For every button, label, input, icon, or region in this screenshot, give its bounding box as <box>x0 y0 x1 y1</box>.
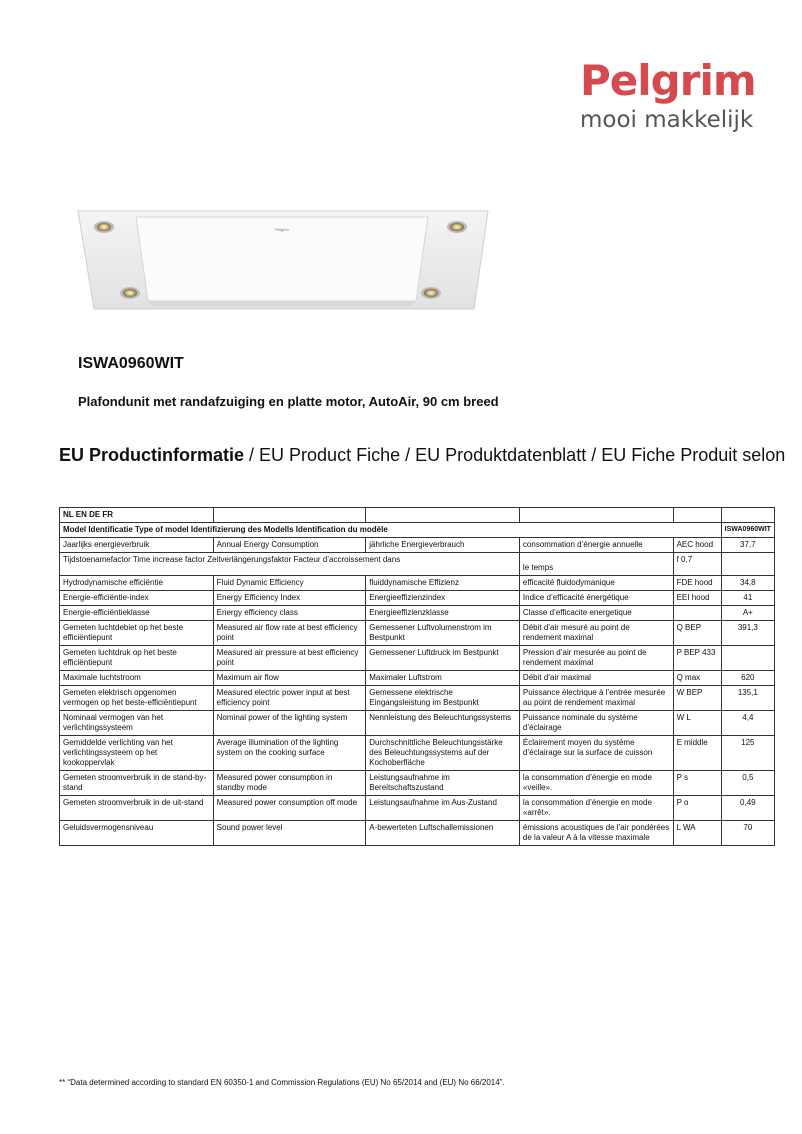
cell-sym: P o <box>673 796 721 821</box>
cell-val: 620 <box>721 671 774 686</box>
model-row-label: Model Identificatie Type of model Identifizierung des Modells Identification du modèle <box>60 523 722 538</box>
cell-val: 125 <box>721 736 774 771</box>
cell-de: Leistungsaufnahme im Aus-Zustand <box>366 796 520 821</box>
cell-sym: W L <box>673 711 721 736</box>
cell-fr: la consommation d’énergie en mode «arrêt». <box>519 796 673 821</box>
cell-sym: W BEP <box>673 686 721 711</box>
cell-nl: Nominaal vermogen van het verlichtingssysteem <box>60 711 214 736</box>
cell-val: 4,4 <box>721 711 774 736</box>
cell-sym: P s <box>673 771 721 796</box>
cell-sym: f 0,7 <box>673 553 721 576</box>
cell-en: Sound power level <box>213 821 366 846</box>
cell-nl: Energie-efficiëntieklasse <box>60 606 214 621</box>
cell-en: Nominal power of the lighting system <box>213 711 366 736</box>
cell-fr: émissions acoustiques de l’air pondérées de la valeur A à la vitesse maximale <box>519 821 673 846</box>
table-header-row <box>60 508 775 523</box>
model-row <box>60 523 775 538</box>
cell-de: Durchschnittliche Beleuchtungsstärke des Beleuchtungssystems auf der Kochoberfläche <box>366 736 520 771</box>
page-title-rest: / EU Product Fiche / EU Produktdatenblatt / EU Fiche Produit selon <box>244 445 786 465</box>
cell-sym: Q BEP <box>673 621 721 646</box>
cell-fr: Puissance nominale du système d’éclairage <box>519 711 673 736</box>
table-row <box>60 796 775 821</box>
cell-de: Nennleistung des Beleuchtungssystems <box>366 711 520 736</box>
cell-val <box>721 553 774 576</box>
cell-val: 0,5 <box>721 771 774 796</box>
cell-en: Measured air flow rate at best efficiency point <box>213 621 366 646</box>
cell-val: 34,8 <box>721 576 774 591</box>
table-row <box>60 606 775 621</box>
cell-en: Average illumination of the lighting system on the cooking surface <box>213 736 366 771</box>
cell-de: jährliche Energieverbrauch <box>366 538 520 553</box>
cell-nl: Tijdstoenamefactor Time increase factor Zeitverlängerungsfaktor Facteur d’accroissement dans <box>60 553 520 576</box>
cell-fr: Débit d’air mesuré au point de rendement maximal <box>519 621 673 646</box>
logo-tagline: mooi makkelijk <box>580 107 754 133</box>
table-row <box>60 711 775 736</box>
cell-en: Maximum air flow <box>213 671 366 686</box>
cell-de: A-bewerteten Luftschallemissionen <box>366 821 520 846</box>
cell-en: Energy efficiency class <box>213 606 366 621</box>
cell-sym: FDE hood <box>673 576 721 591</box>
cell-sym: P BEP 433 <box>673 646 721 671</box>
table-row <box>60 671 775 686</box>
languages-header: NL EN DE FR <box>60 508 214 523</box>
logo-brand-name: Pelgrim <box>580 56 756 105</box>
cell-de: Gemessener Luftvolumenstrom im Bestpunkt <box>366 621 520 646</box>
cell-de: Leistungsaufnahme im Bereitschaftszustand <box>366 771 520 796</box>
table-row <box>60 591 775 606</box>
table-row <box>60 771 775 796</box>
hood-brand-mark: Pelgrim <box>275 227 289 232</box>
cell-nl: Gemeten stroomverbruik in de uit-stand <box>60 796 214 821</box>
cell-fr: Puissance électrique à l’entrée mesurée au point de rendement maximal <box>519 686 673 711</box>
cell-val: 41 <box>721 591 774 606</box>
cell-de: fluiddynamische Effizienz <box>366 576 520 591</box>
cell-fr: efficacité fluidodymanique <box>519 576 673 591</box>
table-row <box>60 576 775 591</box>
cell-nl: Maximale luchtstroom <box>60 671 214 686</box>
cell-sym: L WA <box>673 821 721 846</box>
table-row <box>60 621 775 646</box>
cell-val: 37,7 <box>721 538 774 553</box>
cell-sym: AEC hood <box>673 538 721 553</box>
cell-nl: Energie-efficiëntie-index <box>60 591 214 606</box>
cell-val: 391,3 <box>721 621 774 646</box>
cell-en: Measured electric power input at best efficiency point <box>213 686 366 711</box>
cell-en: Measured power consumption off mode <box>213 796 366 821</box>
page-title-bold: EU Productinformatie <box>59 445 245 465</box>
table-row <box>60 538 775 553</box>
cell-fr: Classe d’efficacite energetique <box>519 606 673 621</box>
cell-nl: Gemeten stroomverbruik in de stand-by- stand <box>60 771 214 796</box>
cell-fr: Éclairement moyen du système d’éclairage sur la surface de cuisson <box>519 736 673 771</box>
cell-val: 135,1 <box>721 686 774 711</box>
footer-note: ** “Data determined according to standard EN 60350-1 and Commission Regulations (EU) No 65/2014 and (EU) No 66/2014”. <box>59 1078 505 1087</box>
table-row <box>60 646 775 671</box>
cell-de: Energieeffizienzklasse <box>366 606 520 621</box>
product-model: ISWA0960WIT <box>78 355 184 372</box>
product-description: Plafondunit met randafzuiging en platte motor, AutoAir, 90 cm breed <box>78 394 499 409</box>
cell-sym <box>673 606 721 621</box>
cell-en: Energy Efficiency Index <box>213 591 366 606</box>
brand-logo <box>580 58 780 134</box>
model-row-value: ISWA0960WIT <box>721 523 774 538</box>
cell-nl: Gemeten elektrisch opgenomen vermogen op het beste-efficiëntiepunt <box>60 686 214 711</box>
cell-fr: consommation d’énergie annuelle <box>519 538 673 553</box>
cell-en: Fluid Dynamic Efficiency <box>213 576 366 591</box>
cell-nl: Hydrodynamische efficiëntie <box>60 576 214 591</box>
cell-de: Energieeffizienzindex <box>366 591 520 606</box>
table-row <box>60 821 775 846</box>
cell-fr: la consommation d’énergie en mode «veille». <box>519 771 673 796</box>
table-row <box>60 686 775 711</box>
cell-sym: Q max <box>673 671 721 686</box>
cell-sym: E middle <box>673 736 721 771</box>
cell-de: Gemessener Luftdruck im Bestpunkt <box>366 646 520 671</box>
cell-de: Gemessene elektrische Eingangsleistung im Bestpunkt <box>366 686 520 711</box>
product-fiche-table <box>59 507 775 846</box>
cell-fr: le temps <box>519 553 673 576</box>
cell-val <box>721 646 774 671</box>
cell-fr: Débit d’air maximal <box>519 671 673 686</box>
cell-en: Measured power consumption in standby mode <box>213 771 366 796</box>
cell-sym: EEI hood <box>673 591 721 606</box>
cell-nl: Gemeten luchtdebiet op het beste efficiëntiepunt <box>60 621 214 646</box>
table-row <box>60 553 775 576</box>
cell-fr: Indice d’efficacité énergétique <box>519 591 673 606</box>
cell-nl: Gemiddelde verlichting van het verlichtingssysteem op het kookoppervlak <box>60 736 214 771</box>
cell-en: Measured air pressure at best efficiency point <box>213 646 366 671</box>
cell-en: Annual Energy Consumption <box>213 538 366 553</box>
cell-nl: Geluidsvermogensniveau <box>60 821 214 846</box>
cell-val: 70 <box>721 821 774 846</box>
cell-nl: Gemeten luchtdruk op het beste efficiëntiepunt <box>60 646 214 671</box>
cell-val: A+ <box>721 606 774 621</box>
cell-val: 0,49 <box>721 796 774 821</box>
ceiling-hood-image <box>76 205 490 317</box>
cell-fr: Pression d’air mesurée au point de rendement maximal <box>519 646 673 671</box>
table-row <box>60 736 775 771</box>
cell-de: Maximaler Luftstrom <box>366 671 520 686</box>
cell-nl: Jaarlijks energieverbruik <box>60 538 214 553</box>
page-title <box>59 445 785 466</box>
